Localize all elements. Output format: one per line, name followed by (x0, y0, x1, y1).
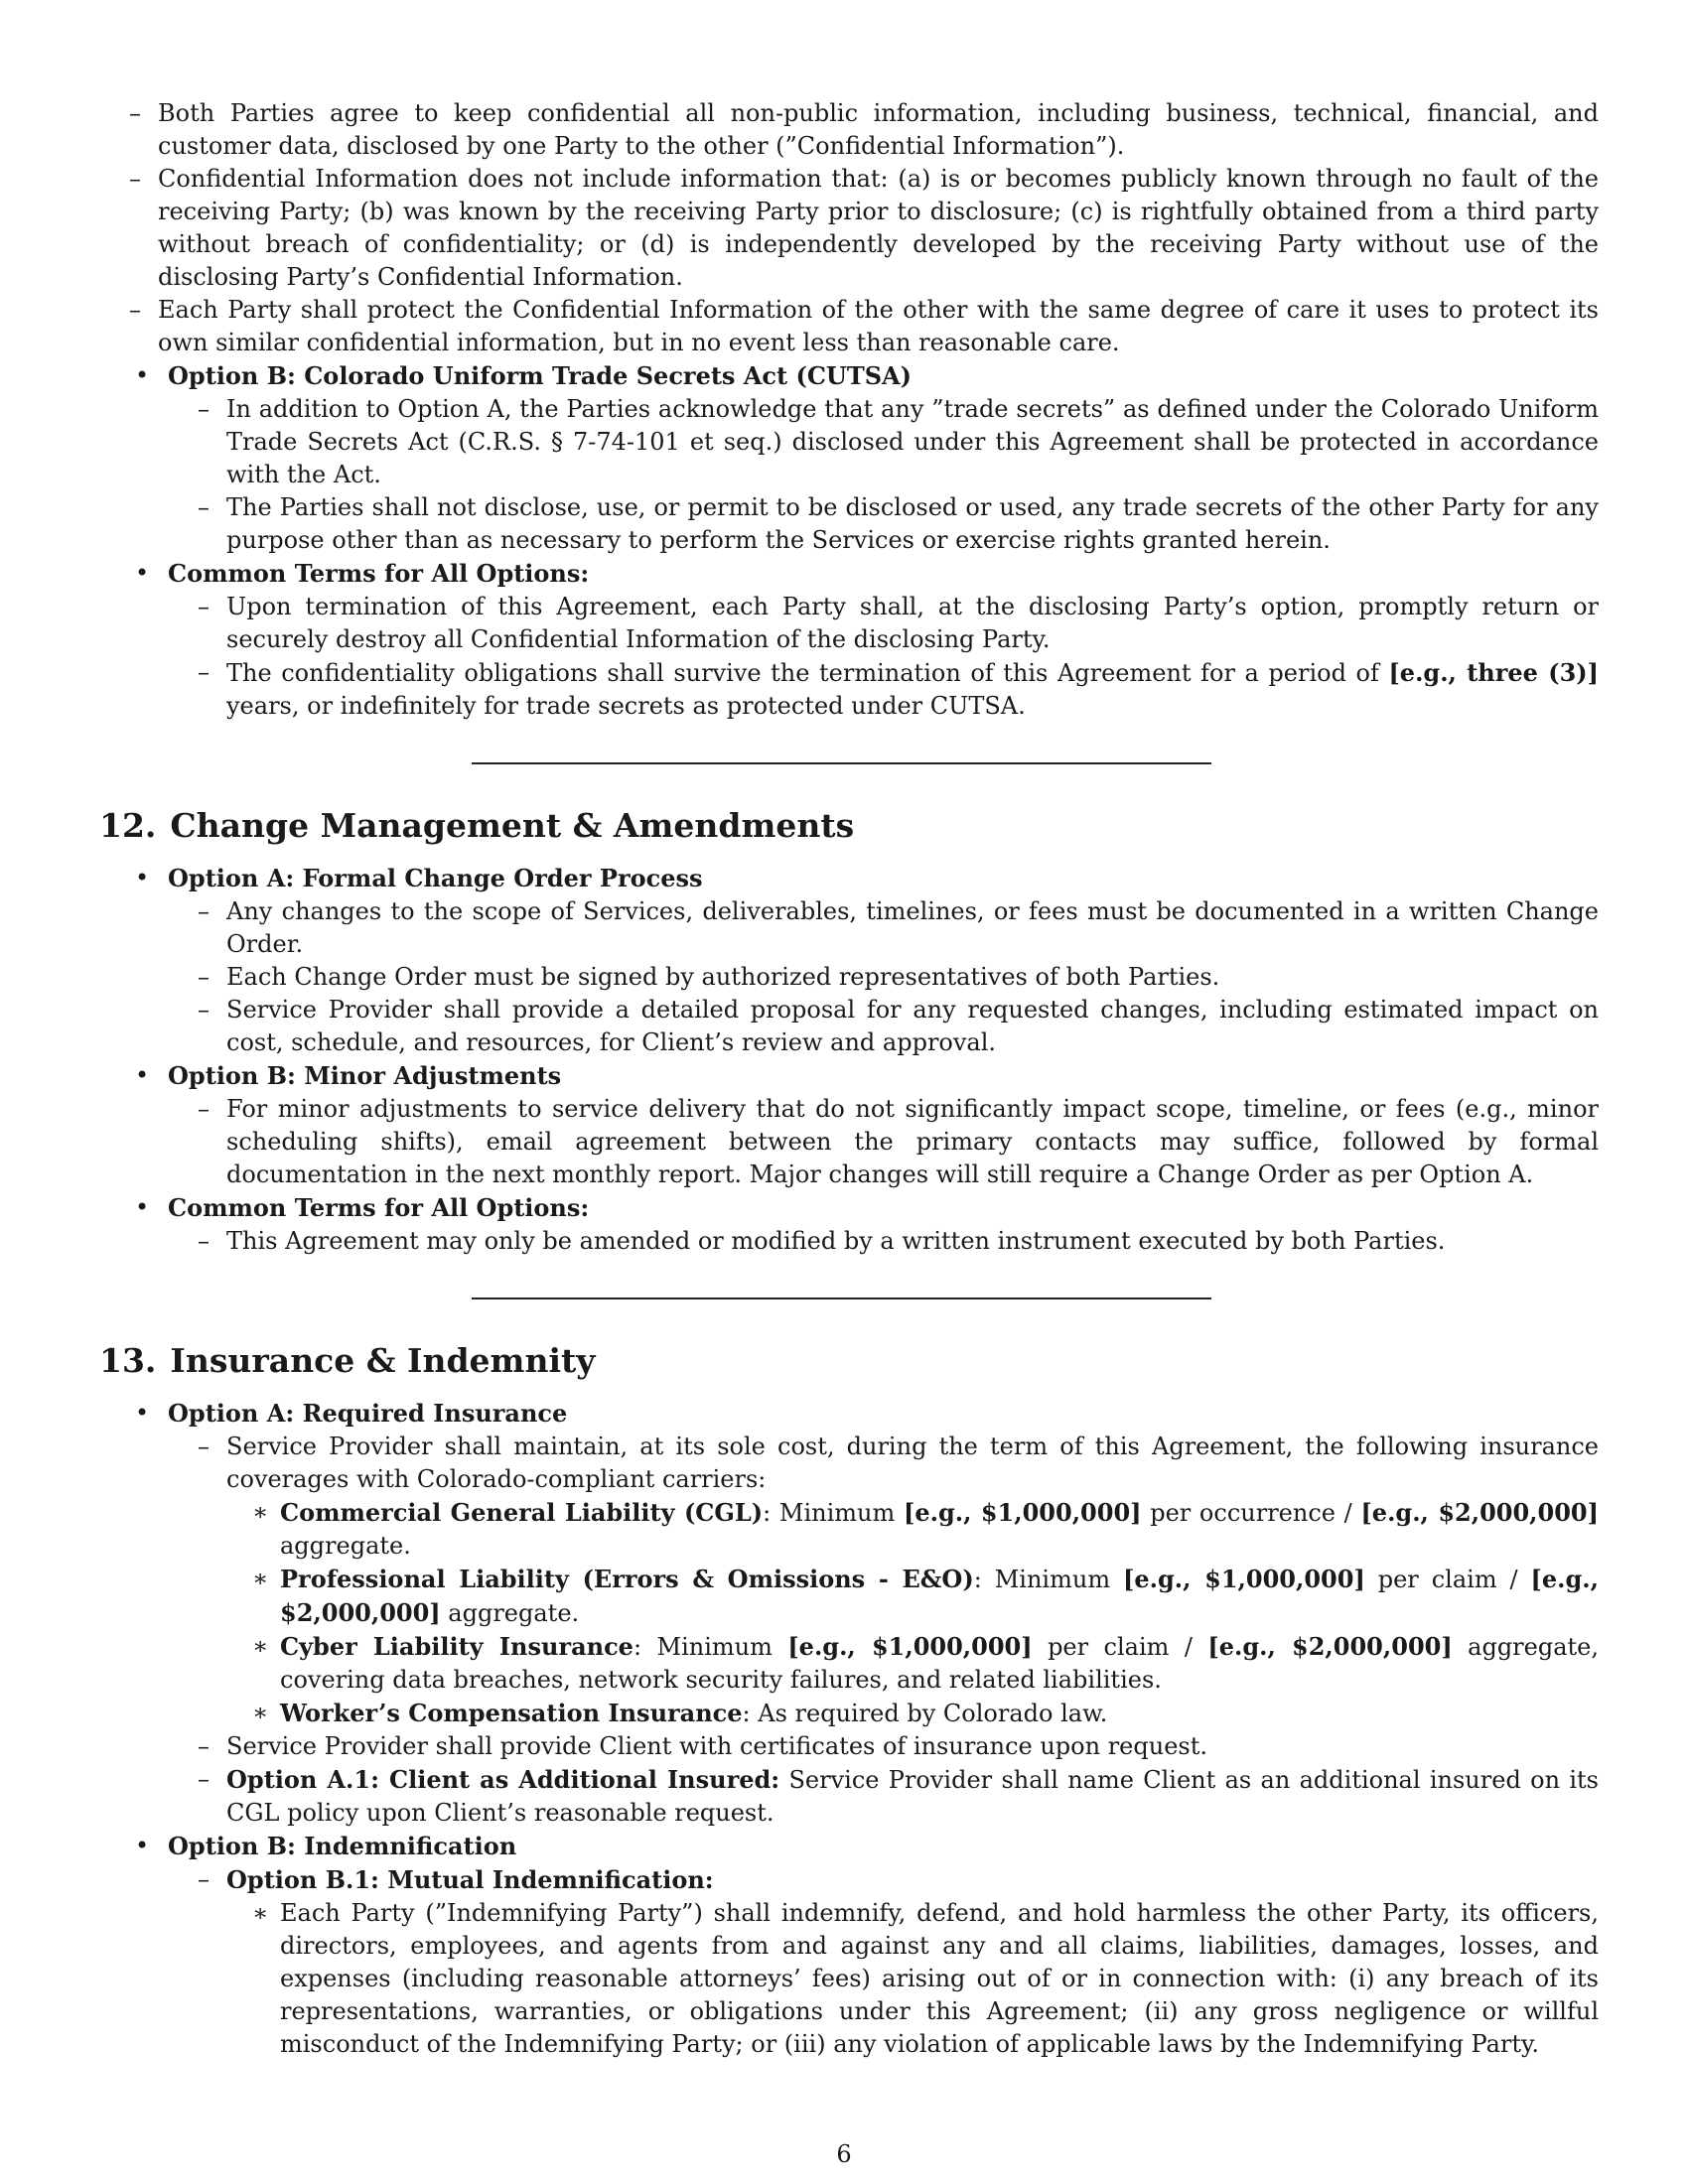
list-item: – The Parties shall not disclose, use, or permit to be disclosed or used, any trade secrets of the other Party for any purpose other than as necessary to perform the Services or exercise rights granted herein. (168, 491, 1599, 557)
coverage-label: Professional Liability (Errors & Omissions - E&O) (280, 1565, 974, 1593)
list-item (168, 1763, 1599, 1830)
coverage-item (226, 1630, 1599, 1697)
item-text: The confidentiality obligations shall survive the termination of this Agreement for a period of (226, 659, 1389, 687)
option-title: Option B: Indemnification (168, 1832, 517, 1860)
option-title: Option B: Minor Adjustments (168, 1061, 562, 1090)
option-b (99, 1059, 1599, 1191)
sub-option-label: Option B.1: Mutual Indemnification: (226, 1865, 714, 1894)
coverage-label: Cyber Liability Insurance (280, 1632, 633, 1661)
option-title: Option A: Formal Change Order Process (168, 864, 703, 892)
option-b (99, 1830, 1599, 2061)
option-a (99, 1397, 1599, 1830)
placeholder-term: [e.g., $1,000,000] (787, 1632, 1033, 1661)
item-text: aggregate. (440, 1599, 580, 1627)
list-item: – Confidential Information does not include information that: (a) is or becomes publicly known through no fault of the receiving Party; (b) was known by the receiving Party prior to disclosure; (c) is rightfully obtained from a third party without breach of confidentiality; or (d) is independently developed by the receiving Party without use of the disclosing Party’s Confidential Information. (99, 163, 1599, 294)
option-title: Common Terms for All Options: (168, 1193, 590, 1222)
section-number: 12. (99, 806, 157, 845)
section-heading-13 (99, 1341, 1599, 1381)
cutsa-option (99, 359, 1599, 557)
list-item: – Service Provider shall provide a detailed proposal for any requested changes, including estimated impact on cost, schedule, and resources, for Client’s review and approval. (168, 994, 1599, 1059)
placeholder-term: [e.g., $2,000,000] (280, 1565, 1600, 1627)
confidentiality-options (99, 359, 1599, 723)
placeholder-term: [e.g., $2,000,000] (1207, 1632, 1453, 1661)
list-item (168, 1863, 1599, 2061)
common-terms-option (99, 557, 1599, 723)
change-management-options (99, 862, 1599, 1258)
page-content (99, 97, 1599, 2061)
list-item: – Each Party shall protect the Confidential Information of the other with the same degree of care it uses to protect its own similar confidential information, but in no event less than reasonable care. (99, 294, 1599, 359)
item-text: aggregate, covering data breaches, network security failures, and related liabilities. (280, 1633, 1600, 1694)
item-text: per occurrence / (1141, 1499, 1361, 1527)
option-title: Option B: Colorado Uniform Trade Secrets Act (CUTSA) (168, 361, 913, 390)
indemnity-item: ∗ Each Party (”Indemnifying Party”) shall indemnify, defend, and hold harmless the other Party, its officers, directors, employees, and agents from and against any and all claims, liabilities, damages, losses, and expenses (including reasonable attorneys’ fees) arising out of or in connection with: (i) any breach of its representations, warranties, or obligations under this Agreement; (ii) any gross negligence or willful misconduct of the Indemnifying Party; or (iii) any violation of applicable laws by the Indemnifying Party. (226, 1897, 1599, 2061)
item-text: years, or indefinitely for trade secrets as protected under CUTSA. (226, 692, 1026, 720)
list-item: – Each Change Order must be signed by authorized representatives of both Parties. (168, 961, 1599, 994)
option-a (99, 862, 1599, 1059)
option-title: Common Terms for All Options: (168, 559, 590, 588)
item-text: aggregate. (280, 1532, 411, 1560)
item-text: Service Provider shall name Client as an additional insured on its CGL policy upon Client’s reasonable request. (226, 1766, 1599, 1827)
section-heading-12 (99, 806, 1599, 846)
list-item: – For minor adjustments to service delivery that do not significantly impact scope, timeline, or fees (e.g., minor scheduling shifts), email agreement between the primary contacts may suffice, followed by formal documentation in the next monthly report. Major changes will still require a Change Order as per Option A. (168, 1093, 1599, 1191)
list-item: – In addition to Option A, the Parties acknowledge that any ”trade secrets” as defined under the Colorado Uniform Trade Secrets Act (C.R.S. § 7-74-101 et seq.) disclosed under this Agreement shall be protected in accordance with the Act. (168, 393, 1599, 491)
placeholder-term: [e.g., three (3)] (1388, 658, 1599, 687)
common-terms (99, 1191, 1599, 1258)
list-item: – Any changes to the scope of Services, deliverables, timelines, or fees must be documented in a written Change Order. (168, 895, 1599, 961)
confidentiality-option-a-list (99, 97, 1599, 359)
coverage-item (226, 1563, 1599, 1630)
list-item: – This Agreement may only be amended or modified by a written instrument executed by both Parties. (168, 1225, 1599, 1258)
section-number: 13. (99, 1341, 157, 1380)
coverage-item (226, 1496, 1599, 1563)
placeholder-term: [e.g., $1,000,000] (1123, 1565, 1365, 1593)
placeholder-term: [e.g., $2,000,000] (1360, 1498, 1599, 1527)
list-item: – Both Parties agree to keep confidential all non-public information, including business, technical, financial, and customer data, disclosed by one Party to the other (”Confidential Information”). (99, 97, 1599, 163)
insurance-options (99, 1397, 1599, 2061)
coverage-item (226, 1697, 1599, 1730)
section-divider (472, 762, 1211, 764)
coverage-label: Worker’s Compensation Insurance (280, 1699, 743, 1727)
sub-option-label: Option A.1: Client as Additional Insured: (226, 1765, 780, 1794)
item-text: per claim / (1364, 1566, 1531, 1593)
item-text: Service Provider shall maintain, at its sole cost, during the term of this Agreement, the following insurance coverages with Colorado-compliant carriers: (226, 1433, 1599, 1493)
page-number: 6 (836, 2140, 852, 2168)
list-item: – Upon termination of this Agreement, each Party shall, at the disclosing Party’s option, promptly return or securely destroy all Confidential Information of the disclosing Party. (168, 591, 1599, 656)
item-text: : Minimum (763, 1499, 904, 1527)
item-text: per claim / (1032, 1633, 1208, 1661)
section-divider (472, 1297, 1211, 1299)
list-item (168, 1431, 1599, 1730)
option-title: Option A: Required Insurance (168, 1399, 568, 1428)
item-text: : Minimum (973, 1566, 1124, 1593)
item-text: : Minimum (633, 1633, 788, 1661)
coverage-label: Commercial General Liability (CGL) (280, 1498, 764, 1527)
list-item (168, 656, 1599, 723)
section-title: Change Management & Amendments (170, 806, 855, 845)
item-text: : As required by Colorado law. (742, 1700, 1108, 1727)
list-item: – Service Provider shall provide Client with certificates of insurance upon request. (168, 1730, 1599, 1763)
section-title: Insurance & Indemnity (170, 1341, 596, 1380)
placeholder-term: [e.g., $1,000,000] (903, 1498, 1142, 1527)
